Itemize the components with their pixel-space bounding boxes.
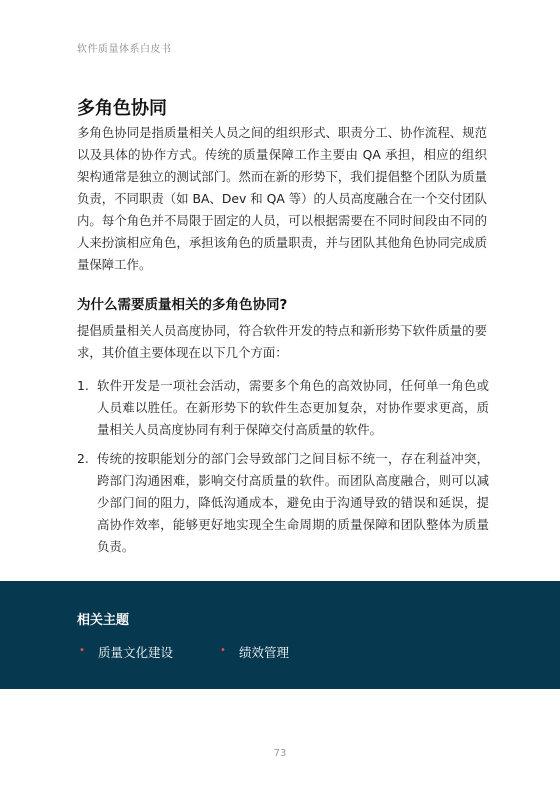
related-topic-link[interactable] (220, 643, 290, 661)
list-item-text: 软件开发是一项社会活动，需要多个角色的高效协同，任何单一角色或人员难以胜任。在新形势下的软件生态更加复杂，对协作要求更高，质量相关人员高度协同有利于保障交付高质量的软件。 (97, 378, 489, 437)
section-title: 多角色协同 (77, 98, 167, 119)
section-intro-paragraph: 多角色协同是指质量相关人员之间的组织形式、职责分工、协作流程、规范以及具体的协作方式。传统的质量保障工作主要由 QA 承担，相应的组织架构通常是独立的测试部门。然而在新的形势下，我们提倡整个团队为质量负责，不同职责（如 BA、Dev 和 QA 等）的人员高度融合在一个交付团队内。每个角色并不局限于固定的人员，可以根据需要在不同时间段由不同的人来扮演相应角色，承担该角色的质量职责，并与团队其他角色协同完成质量保障工作。 (77, 125, 488, 272)
subsection-intro-paragraph: 提倡质量相关人员高度协同，符合软件开发的特点和新形势下软件质量的要求，其价值主要体现在以下几个方面： (77, 323, 487, 360)
related-topic-label: 质量文化建设 (98, 645, 174, 660)
bullet-dot-icon: • (220, 645, 226, 656)
list-item-number: 2. (77, 451, 89, 466)
list-item (77, 448, 489, 558)
list-item (77, 375, 489, 441)
list-item-number: 1. (77, 378, 89, 393)
related-topics-title: 相关主题 (77, 613, 130, 628)
subsection-title: 为什么需要质量相关的多角色协同? (77, 297, 288, 313)
related-topic-link[interactable] (79, 643, 174, 661)
bullet-dot-icon: • (79, 645, 85, 656)
running-header: 软件质量体系白皮书 (77, 44, 172, 55)
related-topic-label: 绩效管理 (239, 645, 290, 660)
page-number: 73 (273, 748, 287, 759)
list-item-text: 传统的按职能划分的部门会导致部门之间目标不统一，存在利益冲突，跨部门沟通困难，影响交付高质量的软件。而团队高度融合，则可以减少部门间的阻力，降低沟通成本，避免由于沟通导致的错误和延误，提高协作效率，能够更好地实现全生命周期的质量保障和团队整体为质量负责。 (97, 451, 489, 554)
related-topics-panel (0, 581, 560, 689)
